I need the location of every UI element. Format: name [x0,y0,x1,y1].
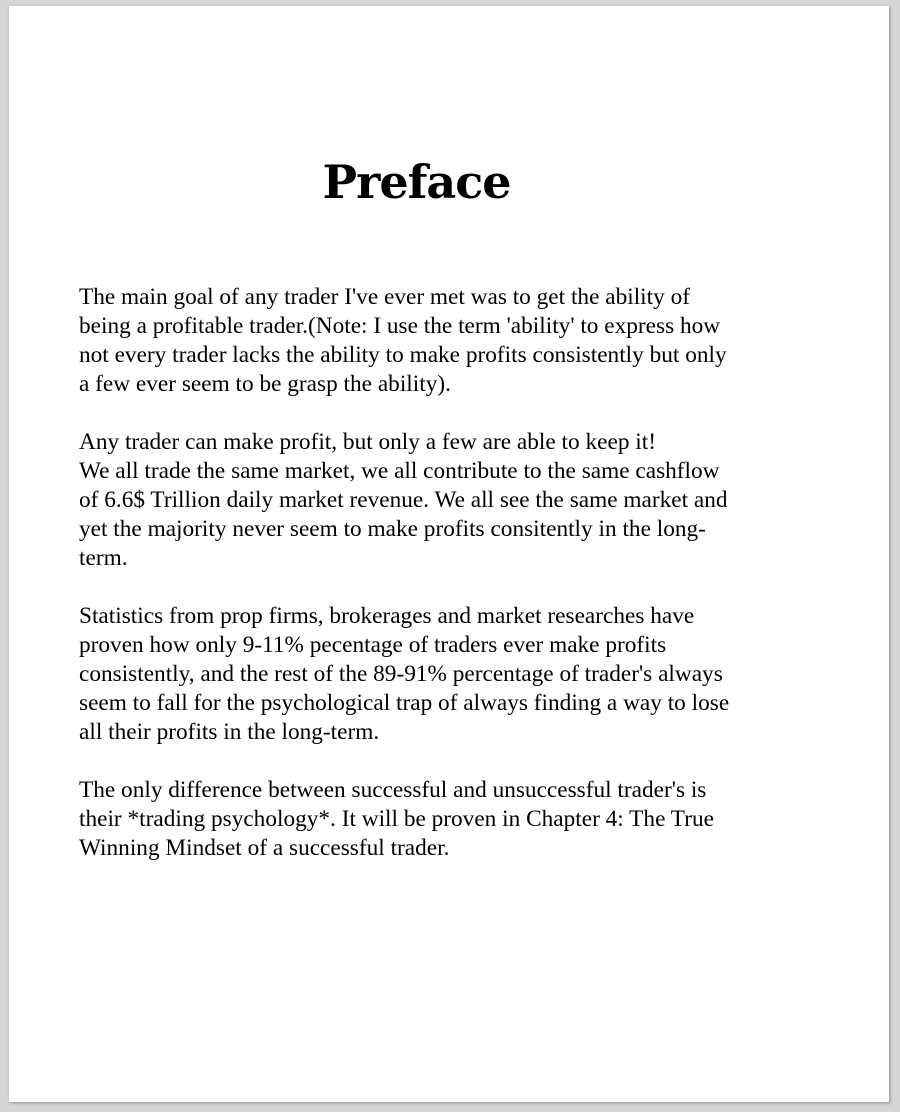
page-title: Preface [322,155,511,209]
document-body [79,283,839,892]
paragraph-statistics: Statistics from prop firms, brokerages and market researches have proven how only 9-11% pecentage of traders ever make profits consistently, and the rest of the 89-91% percentage of trader's always seem to fall for the psychological trap of always finding a way to lose all their profits in the long-term. [79,603,730,745]
paragraph-goal: The main goal of any trader I've ever met was to get the ability of being a profitable trader.(Note: I use the term 'ability' to express how not every trader lacks the ability to make profits consistently but only a few ever seem to be grasp the ability). [79,284,727,397]
paragraph-psychology: The only difference between successful and unsuccessful trader's is their *trading psychology*. It will be proven in Chapter 4: The True Winning Mindset of a successful trader. [79,777,714,861]
document-page [9,6,889,1102]
paragraph-market: Any trader can make profit, but only a few are able to keep it! We all trade the same market, we all contribute to the same cashflow of 6.6$ Trillion daily market revenue. We all see the same market and yet the majority never seem to make profits consitently in the long- term. [79,429,728,571]
